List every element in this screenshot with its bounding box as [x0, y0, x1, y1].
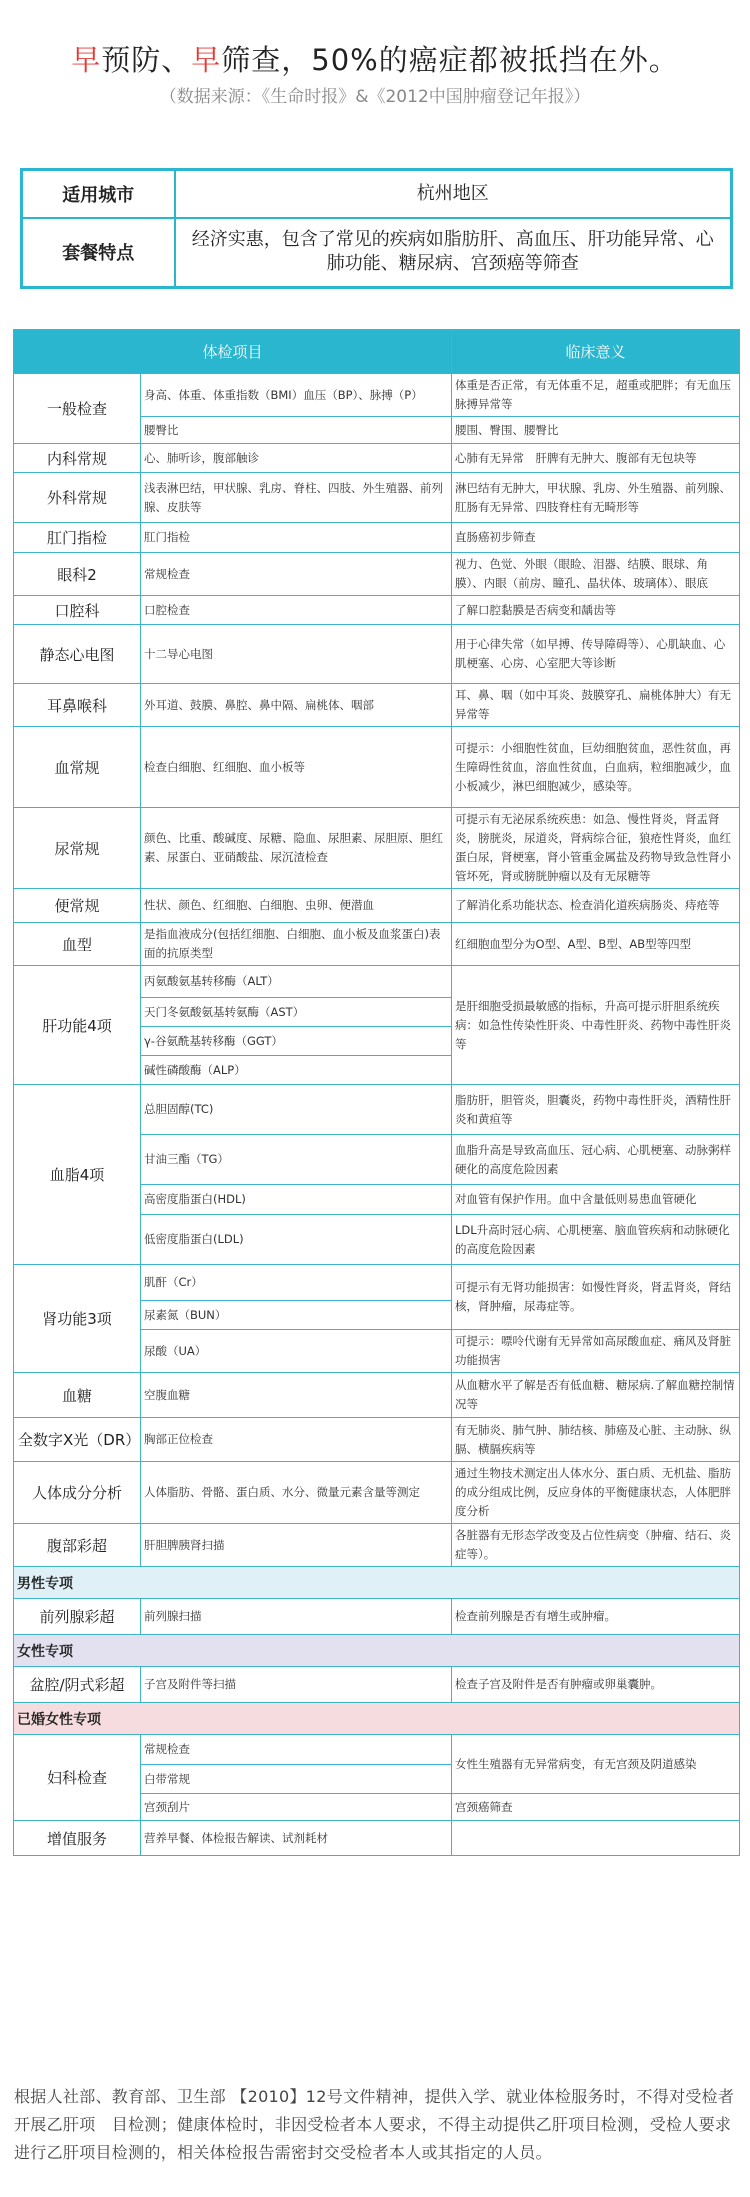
clinical-meaning: 可提示：嘌呤代谢有无异常如高尿酸血症、痛风及肾脏功能损害	[452, 1330, 740, 1373]
table-row	[14, 923, 740, 966]
clinical-meaning: 通过生物技术测定出人体水分、蛋白质、无机盐、脂肪的成分组成比例，反应身体的平衡健康状态，人体肥胖度分析	[452, 1462, 740, 1524]
clinical-meaning: LDL升高时冠心病、心肌梗塞、脑血管疾病和动脉硬化的高度危险因素	[452, 1215, 740, 1265]
exam-item: 总胆固醇(TC)	[141, 1085, 452, 1135]
female-section-label: 女性专项	[14, 1635, 740, 1667]
city-label: 适用城市	[22, 170, 175, 218]
exam-category: 前列腺彩超	[14, 1599, 141, 1635]
table-row	[14, 473, 740, 523]
exam-category: 口腔科	[14, 596, 141, 625]
exam-item: 身高、体重、体重指数（BMI）血压（BP）、脉搏（P）	[141, 374, 452, 417]
exam-item: 丙氨酸氨基转移酶（ALT）	[141, 966, 452, 998]
exam-category: 肝功能4项	[14, 966, 141, 1085]
exam-item: 碱性磷酸酶（ALP）	[141, 1056, 452, 1085]
exam-item: 空腹血糖	[141, 1373, 452, 1418]
table-row	[14, 1373, 740, 1418]
clinical-meaning: 从血糖水平了解是否有低血糖、糖尿病.了解血糖控制情况等	[452, 1373, 740, 1418]
table-row	[14, 625, 740, 684]
exam-item: 十二导心电图	[141, 625, 452, 684]
exam-item: γ-谷氨酰基转移酶（GGT）	[141, 1027, 452, 1056]
married-section-label-row	[14, 1703, 740, 1735]
exam-item: 肛门指检	[141, 523, 452, 553]
clinical-meaning: 脂肪肝，胆管炎，胆囊炎，药物中毒性肝炎，酒精性肝炎和黄疸等	[452, 1085, 740, 1135]
clinical-meaning: 可提示有无泌尿系统疾患：如急、慢性肾炎，肾盂肾炎，膀胱炎，尿道炎，肾病综合征，狼疮性肾炎，血红蛋白尿，肾梗塞，肾小管重金属盐及药物导致急性肾小管坏死，肾或膀胱肿瘤以及有无尿糖等	[452, 808, 740, 889]
clinical-meaning: 淋巴结有无肿大，甲状腺、乳房、外生殖器、前列腺、肛肠有无异常、四肢脊柱有无畸形等	[452, 473, 740, 523]
table-row	[14, 596, 740, 625]
table-row	[14, 889, 740, 923]
clinical-meaning: 对血管有保护作用。血中含量低则易患血管硬化	[452, 1185, 740, 1215]
male-section-label-row	[14, 1567, 740, 1599]
headline-text-1: 预防、	[101, 43, 192, 77]
table-row	[14, 1524, 740, 1567]
exam-item: 常规检查	[141, 553, 452, 596]
exam-item: 心、肺听诊，腹部触诊	[141, 444, 452, 473]
city-value: 杭州地区	[175, 170, 732, 218]
clinical-meaning: 直肠癌初步筛查	[452, 523, 740, 553]
clinical-meaning: 女性生殖器有无异常病变，有无宫颈及阴道感染	[452, 1735, 740, 1794]
package-info-table	[20, 168, 733, 289]
male-section-label: 男性专项	[14, 1567, 740, 1599]
table-row	[14, 1418, 740, 1462]
clinical-meaning: 了解消化系功能状态、检查消化道疾病肠炎、痔疮等	[452, 889, 740, 923]
headline-highlight-1: 早	[71, 43, 102, 77]
exam-category: 血脂4项	[14, 1085, 141, 1265]
exam-category: 增值服务	[14, 1821, 141, 1856]
exam-item: 性状、颜色、红细胞、白细胞、虫卵、便潜血	[141, 889, 452, 923]
data-source: （数据来源：《生命时报》&《2012中国肿瘤登记年报》）	[159, 87, 591, 107]
table-row	[14, 808, 740, 889]
clinical-meaning: 检查前列腺是否有增生或肿瘤。	[452, 1599, 740, 1635]
table-row	[14, 1265, 740, 1301]
exam-category: 肾功能3项	[14, 1265, 141, 1373]
clinical-meaning: 可提示有无肾功能损害：如慢性肾炎，肾盂肾炎，肾结核，肾肿瘤，尿毒症等。	[452, 1265, 740, 1330]
clinical-meaning: 视力、色觉、外眼（眼睑、泪器、结膜、眼球、角膜）、内眼（前房、瞳孔、晶状体、玻璃体）、眼底	[452, 553, 740, 596]
hepatitis-b-notice: 根据人社部、教育部、卫生部 【2010】12号文件精神，提供入学、就业体检服务时，不得对受检者开展乙肝项 目检测；健康体检时，非因受检者本人要求，不得主动提供乙肝项目检测，受检人要求进行乙肝项目检测的，相关体检报告需密封交受检者本人或其指定的人员。	[14, 2087, 735, 2162]
exam-category: 尿常规	[14, 808, 141, 889]
clinical-meaning: 有无肺炎、肺气肿、肺结核、肺癌及心脏、主动脉、纵膈、横膈疾病等	[452, 1418, 740, 1462]
exam-item: 白带常规	[141, 1765, 452, 1794]
exam-item: 高密度脂蛋白(HDL)	[141, 1185, 452, 1215]
table-row	[14, 444, 740, 473]
exam-item: 常规检查	[141, 1735, 452, 1765]
feature-label: 套餐特点	[22, 218, 175, 288]
exam-category: 血常规	[14, 727, 141, 808]
header-clinical-meaning: 临床意义	[452, 330, 740, 374]
clinical-meaning: 宫颈癌筛查	[452, 1794, 740, 1821]
header-exam-item: 体检项目	[14, 330, 452, 374]
exam-item: 人体脂肪、骨骼、蛋白质、水分、微量元素含量等测定	[141, 1462, 452, 1524]
exam-items-table	[13, 329, 740, 1856]
clinical-meaning: 检查子宫及附件是否有肿瘤或卵巢囊肿。	[452, 1667, 740, 1703]
exam-category: 静态心电图	[14, 625, 141, 684]
married-section-label: 已婚女性专项	[14, 1703, 740, 1735]
table-row	[14, 1599, 740, 1635]
exam-category: 眼科2	[14, 553, 141, 596]
page-headline	[0, 38, 750, 79]
exam-item: 宫颈刮片	[141, 1794, 452, 1821]
feature-value: 经济实惠，包含了常见的疾病如脂肪肝、高血压、肝功能异常、心肺功能、糖尿病、宫颈癌等筛查	[175, 218, 732, 288]
exam-category: 腹部彩超	[14, 1524, 141, 1567]
exam-item: 肝胆脾胰肾扫描	[141, 1524, 452, 1567]
exam-item: 子宫及附件等扫描	[141, 1667, 452, 1703]
exam-category: 血型	[14, 923, 141, 966]
female-section-label-row	[14, 1635, 740, 1667]
exam-category: 全数字X光（DR）	[14, 1418, 141, 1462]
clinical-meaning-empty	[452, 1821, 740, 1856]
exam-category: 盆腔/阴式彩超	[14, 1667, 141, 1703]
clinical-meaning: 血脂升高是导致高血压、冠心病、心肌梗塞、动脉粥样硬化的高度危险因素	[452, 1135, 740, 1185]
exam-item: 检查白细胞、红细胞、血小板等	[141, 727, 452, 808]
exam-item: 腰臀比	[141, 417, 452, 444]
table-row	[14, 1821, 740, 1856]
exam-category: 便常规	[14, 889, 141, 923]
exam-category: 内科常规	[14, 444, 141, 473]
exam-item: 甘油三酯（TG）	[141, 1135, 452, 1185]
clinical-meaning: 红细胞血型分为O型、A型、B型、AB型等四型	[452, 923, 740, 966]
exam-item: 是指血液成分(包括红细胞、白细胞、血小板及血浆蛋白)表面的抗原类型	[141, 923, 452, 966]
clinical-meaning: 了解口腔黏膜是否病变和龋齿等	[452, 596, 740, 625]
exam-item: 天门冬氨酸氨基转氨酶（AST）	[141, 998, 452, 1027]
exam-category: 妇科检查	[14, 1735, 141, 1821]
clinical-meaning: 心肺有无异常 肝脾有无肿大、腹部有无包块等	[452, 444, 740, 473]
exam-item: 前列腺扫描	[141, 1599, 452, 1635]
exam-item: 肌酐（Cr）	[141, 1265, 452, 1301]
exam-category: 人体成分分析	[14, 1462, 141, 1524]
table-row	[14, 1667, 740, 1703]
exam-item: 颜色、比重、酸碱度、尿糖、隐血、尿胆素、尿胆原、胆红素、尿蛋白、亚硝酸盐、尿沉渣检查	[141, 808, 452, 889]
table-row	[14, 553, 740, 596]
table-row	[14, 523, 740, 553]
table-row	[14, 966, 740, 998]
clinical-meaning: 用于心律失常（如早搏、传导障碍等）、心肌缺血、心肌梗塞、心房、心室肥大等诊断	[452, 625, 740, 684]
table-row	[14, 374, 740, 417]
headline-text-2: 筛查，50%的癌症都被抵挡在外。	[221, 43, 679, 77]
exam-item: 外耳道、鼓膜、鼻腔、鼻中隔、扁桃体、咽部	[141, 684, 452, 727]
exam-item: 浅表淋巴结，甲状腺、乳房、脊柱、四肢、外生殖器、前列腺、皮肤等	[141, 473, 452, 523]
clinical-meaning: 腰围、臀围、腰臀比	[452, 417, 740, 444]
clinical-meaning: 体重是否正常，有无体重不足，超重或肥胖；有无血压脉搏异常等	[452, 374, 740, 417]
exam-item: 胸部正位检查	[141, 1418, 452, 1462]
table-row	[14, 727, 740, 808]
clinical-meaning: 是肝细胞受损最敏感的指标，升高可提示肝胆系统疾病：如急性传染性肝炎、中毒性肝炎、药物中毒性肝炎等	[452, 966, 740, 1085]
exam-category: 肛门指检	[14, 523, 141, 553]
table-row	[14, 1085, 740, 1135]
exam-category: 一般检查	[14, 374, 141, 444]
exam-item: 口腔检查	[141, 596, 452, 625]
clinical-meaning: 可提示：小细胞性贫血，巨幼细胞贫血，恶性贫血，再生障碍性贫血，溶血性贫血，白血病，粒细胞减少，血小板减少，淋巴细胞减少，感染等。	[452, 727, 740, 808]
exam-item: 营养早餐、体检报告解读、试剂耗材	[141, 1821, 452, 1856]
exam-category: 血糖	[14, 1373, 141, 1418]
table-row	[14, 1735, 740, 1765]
table-row	[14, 684, 740, 727]
clinical-meaning: 耳、鼻、咽（如中耳炎、鼓膜穿孔、扁桃体肿大）有无异常等	[452, 684, 740, 727]
exam-item: 尿素氮（BUN）	[141, 1301, 452, 1330]
exam-category: 耳鼻喉科	[14, 684, 141, 727]
exam-item: 低密度脂蛋白(LDL)	[141, 1215, 452, 1265]
table-row	[14, 1462, 740, 1524]
exam-category: 外科常规	[14, 473, 141, 523]
headline-highlight-2: 早	[191, 43, 222, 77]
exam-item: 尿酸（UA）	[141, 1330, 452, 1373]
clinical-meaning: 各脏器有无形态学改变及占位性病变（肿瘤、结石、炎症等）。	[452, 1524, 740, 1567]
